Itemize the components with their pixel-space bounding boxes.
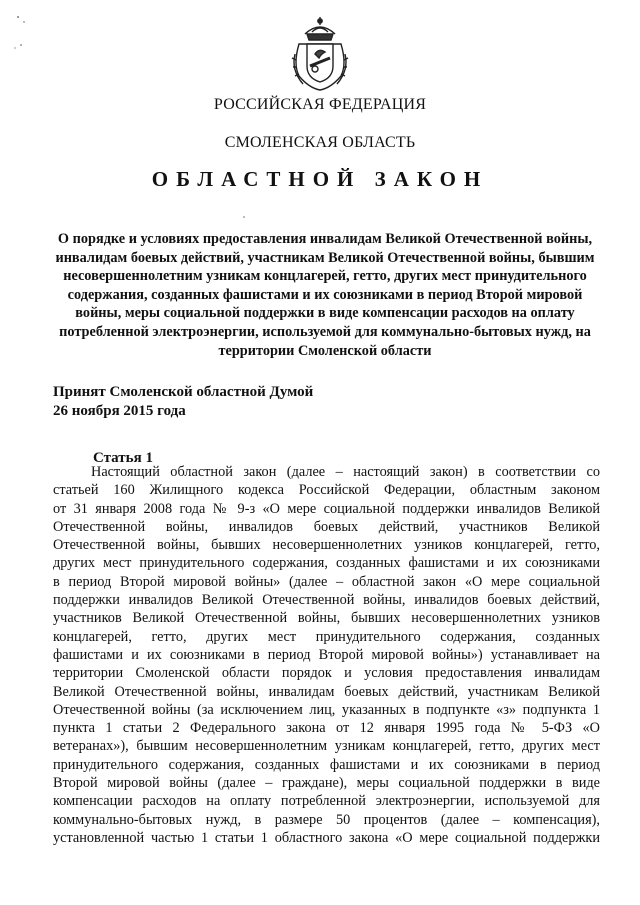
article-line: компенсации расходов на оплату потребленной электроэнергии, используемой для xyxy=(53,793,600,810)
article-line: установленной частью 1 статьи 1 областного закона «О мере социальной поддержки xyxy=(53,829,600,846)
article-line: участников Великой Отечественной войны, бывших несовершеннолетних узников xyxy=(53,610,600,627)
article-line: Настоящий областной закон (далее – настоящий закон) в соответствии со xyxy=(91,464,600,480)
article-line: поддержки инвалидов Великой Отечественной войны, инвалидов боевых действий, xyxy=(53,592,600,609)
article-line: других мест принудительного содержания, созданных фашистами и их союзниками xyxy=(53,555,600,572)
article-line: территории Смоленской области порядок и условия предоставления инвалидам xyxy=(53,665,600,682)
article-line: Великой Отечественной войны, инвалидам боевых действий, участникам Великой xyxy=(53,683,600,700)
article-line: Второй мировой войны (далее – граждане), меры социальной поддержки в виде xyxy=(53,775,600,792)
article-line: концлагерей, гетто, других мест принудительного содержания, созданных xyxy=(53,628,600,645)
coat-of-arms-emblem xyxy=(285,14,355,94)
document-type: ОБЛАСТНОЙ ЗАКОН xyxy=(151,167,489,191)
article-line: Отечественной войны, бывших несовершеннолетних узников концлагерей, гетто, xyxy=(53,537,600,554)
article-line: фашистами и их союзниками в период Второй мировой войны») устанавливает на xyxy=(53,646,600,663)
article-line: коммунально-бытовых нужд, в размере 50 процентов (далее – компенсация), xyxy=(53,811,600,828)
country-name: РОССИЙСКАЯ ФЕДЕРАЦИЯ xyxy=(213,96,427,113)
article-line: ветеранах»), бывшим несовершеннолетним узникам концлагерей, гетто, других мест xyxy=(53,738,600,755)
article-body xyxy=(53,463,600,847)
article-line: от 31 января 2008 года № 9-з «О мере социальной поддержки инвалидов Великой xyxy=(53,500,600,517)
article-line: Отечественной войны (за исключением лиц, указанных в подпункте «з» подпункта 1 xyxy=(53,701,600,718)
article-line: в период Второй мировой войны» (далее – областной закон «О мере социальной xyxy=(53,573,600,590)
article-line: принудительного содержания, созданных фашистами и их союзниками в период xyxy=(53,756,600,773)
article-heading: Статья 1 xyxy=(93,450,153,466)
adoption-date: 26 ноября 2015 года xyxy=(53,402,186,419)
article-line: пункта 1 статьи 2 Федерального закона от 12 января 1995 года № 5-ФЗ «О xyxy=(53,720,600,737)
article-line: статьей 160 Жилищного кодекса Российской Федерации, областным законом xyxy=(53,482,600,499)
article-line: Отечественной войны, инвалидов боевых действий, участников Великой xyxy=(53,518,600,535)
adoption-body: Принят Смоленской областной Думой xyxy=(53,384,314,400)
law-title: О порядке и условиях предоставления инвалидам Великой Отечественной войны, инвалидам боевых действий, участникам Великой Отечественной войны, бывшим несовершеннолетним узникам концлагерей, гетто, других мест принудительного содержания, созданных фашистами и их союзниками в период Второй мировой войны, меры социальной поддержки в виде компенсации расходов на оплату потребленной электроэнергии, используемой для коммунально-бытовых нужд, на территории Смоленской области xyxy=(55,231,595,359)
region-name: СМОЛЕНСКАЯ ОБЛАСТЬ xyxy=(224,134,416,151)
adoption-info xyxy=(53,383,313,420)
